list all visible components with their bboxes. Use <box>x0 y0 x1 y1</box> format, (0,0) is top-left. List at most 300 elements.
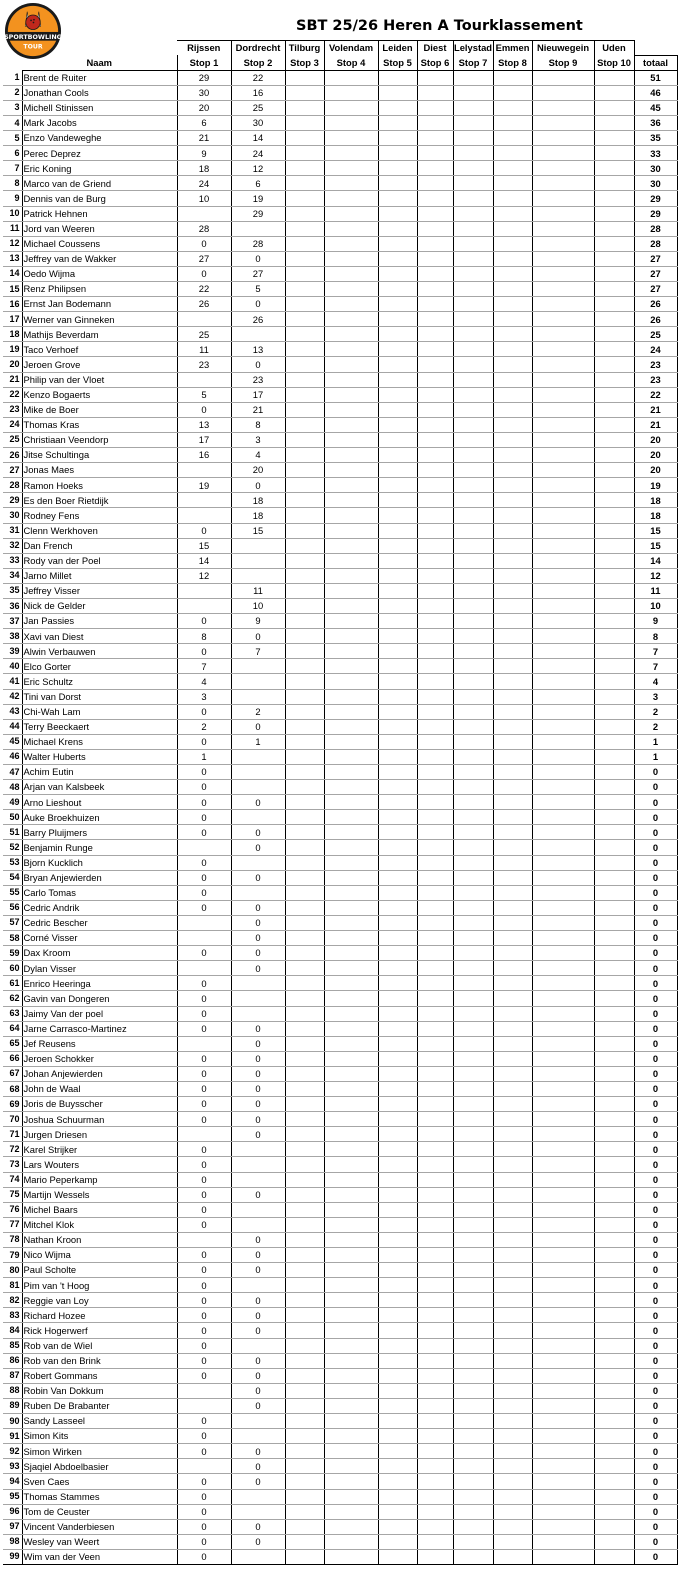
player-name-cell: Dax Kroom <box>22 946 177 961</box>
stop-9-score <box>532 704 594 719</box>
stop-9-score <box>532 1263 594 1278</box>
total-score: 0 <box>634 1414 677 1429</box>
stop-2-score: 29 <box>231 206 285 221</box>
stop-3-score <box>285 357 324 372</box>
table-row <box>3 1202 677 1217</box>
table-row <box>3 1398 677 1413</box>
stop-2-score: 18 <box>231 508 285 523</box>
stop-5-score <box>378 1006 417 1021</box>
stop-10-score <box>594 1474 634 1489</box>
stop-7-score <box>453 493 493 508</box>
stop-3-score <box>285 1036 324 1051</box>
stop-10-score <box>594 1549 634 1564</box>
stop-5-score <box>378 583 417 598</box>
table-row <box>3 357 677 372</box>
stop-7-score <box>453 1097 493 1112</box>
total-score: 7 <box>634 659 677 674</box>
stop-4-score <box>324 1323 378 1338</box>
stop-3-score <box>285 568 324 583</box>
stop-10-score <box>594 976 634 991</box>
player-name-cell: John de Waal <box>22 1081 177 1096</box>
stop-10-score <box>594 236 634 251</box>
stop-1-score <box>177 1232 231 1247</box>
stop-1-score: 19 <box>177 478 231 493</box>
stop-8-score <box>493 1444 532 1459</box>
stop-2-score: 0 <box>231 1308 285 1323</box>
stop-10-score <box>594 146 634 161</box>
stop-10-score <box>594 870 634 885</box>
stop-9-score <box>532 1021 594 1036</box>
stop-3-score <box>285 1519 324 1534</box>
stop-6-score <box>417 357 453 372</box>
stop-9-score <box>532 312 594 327</box>
stop-7-score <box>453 1474 493 1489</box>
rank-cell: 97 <box>3 1519 22 1534</box>
stop-8-score <box>493 191 532 206</box>
table-row <box>3 1217 677 1232</box>
stop-8-score <box>493 734 532 749</box>
total-column-header: totaal <box>634 55 677 70</box>
stop-7-score <box>453 282 493 297</box>
total-score: 0 <box>634 1127 677 1142</box>
stop-6-score <box>417 915 453 930</box>
stop-6-score <box>417 1097 453 1112</box>
stop-5-score <box>378 568 417 583</box>
stop-5-score <box>378 538 417 553</box>
standings-table-wrapper <box>3 40 678 1565</box>
stop-4-score <box>324 70 378 85</box>
stop-4-score <box>324 1127 378 1142</box>
stop-5-score <box>378 85 417 100</box>
stop-1-score: 8 <box>177 629 231 644</box>
total-score: 0 <box>634 1021 677 1036</box>
stop-7-score <box>453 191 493 206</box>
stop-2-score: 9 <box>231 614 285 629</box>
stop-8-score <box>493 1278 532 1293</box>
stop-7-score <box>453 523 493 538</box>
venue-volendam: Volendam <box>324 41 378 56</box>
stop-2-score <box>231 221 285 236</box>
stop-8-score <box>493 1534 532 1549</box>
stop-2-score: 3 <box>231 432 285 447</box>
stop-10-score <box>594 991 634 1006</box>
stop-4-score <box>324 1414 378 1429</box>
stop-2-score: 22 <box>231 70 285 85</box>
stop-8-score <box>493 1097 532 1112</box>
stop-1-score: 17 <box>177 432 231 447</box>
stop-4-score <box>324 674 378 689</box>
stop-3-score <box>285 1429 324 1444</box>
table-row <box>3 146 677 161</box>
stop-10-score <box>594 1142 634 1157</box>
stop-9-score <box>532 176 594 191</box>
rank-cell: 12 <box>3 236 22 251</box>
player-name-cell: Patrick Hehnen <box>22 206 177 221</box>
rank-cell: 4 <box>3 115 22 130</box>
total-score: 0 <box>634 1248 677 1263</box>
rank-cell: 27 <box>3 463 22 478</box>
stop-1-score <box>177 931 231 946</box>
stop-2-score <box>231 1006 285 1021</box>
stop-2-score: 0 <box>231 1248 285 1263</box>
stop-3-score <box>285 1459 324 1474</box>
stop-3-score <box>285 644 324 659</box>
stop-9-score <box>532 553 594 568</box>
stop-8-score <box>493 1293 532 1308</box>
rank-cell: 88 <box>3 1383 22 1398</box>
stop-9-score <box>532 1489 594 1504</box>
stop-9-score <box>532 946 594 961</box>
stop-8-score <box>493 704 532 719</box>
stop-10-score <box>594 1504 634 1519</box>
stop-6-score <box>417 1112 453 1127</box>
player-name-cell: Karel Strijker <box>22 1142 177 1157</box>
rank-cell: 67 <box>3 1066 22 1081</box>
stop-3-score <box>285 85 324 100</box>
stop-5-score <box>378 1398 417 1413</box>
rank-cell: 93 <box>3 1459 22 1474</box>
stop-1-score: 0 <box>177 1444 231 1459</box>
stop-7-score <box>453 1323 493 1338</box>
stop-6-score <box>417 221 453 236</box>
stop-4-score <box>324 719 378 734</box>
total-score: 0 <box>634 810 677 825</box>
total-score: 27 <box>634 266 677 281</box>
total-score: 0 <box>634 961 677 976</box>
stop-10-score <box>594 885 634 900</box>
table-row <box>3 1278 677 1293</box>
table-row <box>3 448 677 463</box>
rank-cell: 72 <box>3 1142 22 1157</box>
stop-5-score <box>378 1353 417 1368</box>
stop-5-score <box>378 825 417 840</box>
total-score: 0 <box>634 825 677 840</box>
stop-4-score <box>324 478 378 493</box>
stop-9-score <box>532 689 594 704</box>
stop-1-score <box>177 493 231 508</box>
stop-4-score <box>324 1066 378 1081</box>
stop-7-score <box>453 976 493 991</box>
stop-1-score: 0 <box>177 1187 231 1202</box>
stop-3-score <box>285 417 324 432</box>
stop-10-score <box>594 946 634 961</box>
stop-5-score <box>378 463 417 478</box>
table-row <box>3 538 677 553</box>
rank-cell: 54 <box>3 870 22 885</box>
stop-8-score <box>493 523 532 538</box>
total-score: 30 <box>634 161 677 176</box>
stop-5-score <box>378 946 417 961</box>
stop-5-score <box>378 644 417 659</box>
table-row <box>3 1263 677 1278</box>
total-score: 0 <box>634 795 677 810</box>
stop-6-score <box>417 448 453 463</box>
stop-8-score <box>493 1172 532 1187</box>
stop-3-score <box>285 1293 324 1308</box>
player-name-cell: Thomas Stammes <box>22 1489 177 1504</box>
stop-6-score <box>417 704 453 719</box>
stop-10-score <box>594 1051 634 1066</box>
stop-3-score <box>285 840 324 855</box>
stop-7-score <box>453 1036 493 1051</box>
total-score: 20 <box>634 463 677 478</box>
stop-7-score <box>453 1278 493 1293</box>
stop-2-score: 7 <box>231 644 285 659</box>
total-score: 22 <box>634 387 677 402</box>
player-name-cell: Wesley van Weert <box>22 1534 177 1549</box>
stop-2-score: 21 <box>231 402 285 417</box>
stop-9-score <box>532 598 594 613</box>
stop-8-score <box>493 1036 532 1051</box>
stop-1-score: 29 <box>177 70 231 85</box>
rank-cell: 46 <box>3 749 22 764</box>
stop-10-score <box>594 1368 634 1383</box>
player-name-cell: Bryan Anjewierden <box>22 870 177 885</box>
table-row <box>3 795 677 810</box>
stop-7-score <box>453 538 493 553</box>
stop-8-score <box>493 402 532 417</box>
stop-8-score <box>493 297 532 312</box>
total-score: 15 <box>634 538 677 553</box>
stop-5-score <box>378 372 417 387</box>
stop-7-score <box>453 1353 493 1368</box>
total-score: 0 <box>634 1112 677 1127</box>
rank-cell: 3 <box>3 100 22 115</box>
total-score: 0 <box>634 1459 677 1474</box>
stop-3-score <box>285 780 324 795</box>
stop-2-score <box>231 327 285 342</box>
player-name-cell: Jitse Schultinga <box>22 448 177 463</box>
stop-7-score <box>453 100 493 115</box>
stop-10-score <box>594 1036 634 1051</box>
stop-1-score <box>177 1127 231 1142</box>
stop-5-score <box>378 1021 417 1036</box>
stop-3-score <box>285 221 324 236</box>
stop-10-score <box>594 387 634 402</box>
stop-1-score: 11 <box>177 342 231 357</box>
stop-2-score: 25 <box>231 100 285 115</box>
stop-4-score <box>324 1444 378 1459</box>
stop-8-score <box>493 146 532 161</box>
stop-10-score <box>594 840 634 855</box>
stop-5-score <box>378 297 417 312</box>
stop-10-score <box>594 915 634 930</box>
stop-9-score <box>532 1444 594 1459</box>
stop-7-score <box>453 568 493 583</box>
stop-3-score <box>285 961 324 976</box>
stop-6-score <box>417 523 453 538</box>
stop-1-score <box>177 1398 231 1413</box>
stop-2-score <box>231 1202 285 1217</box>
stop-6-score <box>417 1429 453 1444</box>
table-row <box>3 765 677 780</box>
stop-6-score <box>417 583 453 598</box>
page-title: SBT 25/26 Heren A Tourklassement <box>296 18 583 34</box>
stop-1-score: 0 <box>177 1534 231 1549</box>
table-row <box>3 1097 677 1112</box>
player-name-cell: Robert Gommans <box>22 1368 177 1383</box>
table-row <box>3 417 677 432</box>
stop-1-score: 0 <box>177 1248 231 1263</box>
stop-8-score <box>493 1383 532 1398</box>
rank-cell: 13 <box>3 251 22 266</box>
total-score: 0 <box>634 900 677 915</box>
stop-1-score: 14 <box>177 553 231 568</box>
stop-3-score <box>285 282 324 297</box>
stop-9-score <box>532 1429 594 1444</box>
rank-cell: 87 <box>3 1368 22 1383</box>
stop-10-score <box>594 402 634 417</box>
stop-8-score <box>493 855 532 870</box>
stop-1-score: 0 <box>177 1323 231 1338</box>
stop-2-score: 17 <box>231 387 285 402</box>
stop-9-score <box>532 734 594 749</box>
stop-8-score <box>493 266 532 281</box>
stop-9-score <box>532 478 594 493</box>
stop-6-score <box>417 1036 453 1051</box>
stop-6-score <box>417 674 453 689</box>
stop-8-score <box>493 583 532 598</box>
stop-8-score <box>493 221 532 236</box>
player-name-cell: Arjan van Kalsbeek <box>22 780 177 795</box>
stop-2-score <box>231 1414 285 1429</box>
logo-text-bottom: TOUR <box>23 43 43 51</box>
stop-5-score <box>378 176 417 191</box>
stop-5-score <box>378 1368 417 1383</box>
stop-1-score: 0 <box>177 1293 231 1308</box>
stop-4-score <box>324 553 378 568</box>
stop-2-score: 0 <box>231 1021 285 1036</box>
venue-header-row <box>3 41 677 56</box>
rank-cell: 82 <box>3 1293 22 1308</box>
table-row <box>3 115 677 130</box>
total-score: 15 <box>634 523 677 538</box>
stop-9-score <box>532 885 594 900</box>
total-score: 0 <box>634 1187 677 1202</box>
stop-1-score: 0 <box>177 870 231 885</box>
stop-8-score <box>493 1398 532 1413</box>
stop-7-score <box>453 1398 493 1413</box>
stop-9-score <box>532 1081 594 1096</box>
stop-6-score <box>417 553 453 568</box>
stop-3-score <box>285 1127 324 1142</box>
stop-3-score <box>285 372 324 387</box>
stop-2-score: 18 <box>231 493 285 508</box>
stop-8-score <box>493 236 532 251</box>
stop-4-score <box>324 915 378 930</box>
stop-10-score <box>594 1217 634 1232</box>
total-score: 0 <box>634 946 677 961</box>
stop-4-score <box>324 1489 378 1504</box>
stop-6-score <box>417 1172 453 1187</box>
player-name-cell: Pim van 't Hoog <box>22 1278 177 1293</box>
stop-2-score <box>231 1278 285 1293</box>
stop-1-score: 9 <box>177 146 231 161</box>
stop-9-score <box>532 1172 594 1187</box>
table-row <box>3 251 677 266</box>
stop-5-score <box>378 885 417 900</box>
player-name-cell: Jeffrey Visser <box>22 583 177 598</box>
stop-6-header: Stop 6 <box>417 55 453 70</box>
stop-2-score: 0 <box>231 1187 285 1202</box>
total-score: 25 <box>634 327 677 342</box>
rank-cell: 30 <box>3 508 22 523</box>
stop-6-score <box>417 1383 453 1398</box>
stop-6-score <box>417 1534 453 1549</box>
total-score: 20 <box>634 448 677 463</box>
stop-5-score <box>378 734 417 749</box>
total-score: 35 <box>634 131 677 146</box>
table-row <box>3 629 677 644</box>
stop-9-score <box>532 1368 594 1383</box>
stop-8-score <box>493 1157 532 1172</box>
table-row <box>3 493 677 508</box>
total-score: 0 <box>634 1232 677 1247</box>
stop-9-score <box>532 1278 594 1293</box>
stop-9-score <box>532 1398 594 1413</box>
stop-2-score: 0 <box>231 1081 285 1096</box>
player-name-cell: Oedo Wijma <box>22 266 177 281</box>
player-name-cell: Joshua Schuurman <box>22 1112 177 1127</box>
stop-2-score: 0 <box>231 1127 285 1142</box>
stop-4-score <box>324 1202 378 1217</box>
stop-8-score <box>493 1459 532 1474</box>
rank-cell: 63 <box>3 1006 22 1021</box>
stop-7-score <box>453 1187 493 1202</box>
stop-1-score: 21 <box>177 131 231 146</box>
stop-9-score <box>532 961 594 976</box>
stop-2-score <box>231 1504 285 1519</box>
stop-6-score <box>417 1519 453 1534</box>
stop-5-score <box>378 704 417 719</box>
stop-8-score <box>493 417 532 432</box>
stop-10-score <box>594 463 634 478</box>
stop-1-score: 0 <box>177 1278 231 1293</box>
table-row <box>3 900 677 915</box>
stop-7-score <box>453 357 493 372</box>
stop-2-score: 0 <box>231 946 285 961</box>
rank-cell: 10 <box>3 206 22 221</box>
total-score: 18 <box>634 493 677 508</box>
stop-4-score <box>324 1474 378 1489</box>
stop-3-score <box>285 266 324 281</box>
stop-7-score <box>453 1519 493 1534</box>
stop-7-score <box>453 1157 493 1172</box>
stop-5-score <box>378 1036 417 1051</box>
stop-3-score <box>285 1323 324 1338</box>
stop-2-score <box>231 780 285 795</box>
stop-1-score: 12 <box>177 568 231 583</box>
table-row <box>3 131 677 146</box>
total-score: 3 <box>634 689 677 704</box>
rank-cell: 70 <box>3 1112 22 1127</box>
stop-5-score <box>378 448 417 463</box>
stop-3-score <box>285 493 324 508</box>
player-name-cell: Michell Stinissen <box>22 100 177 115</box>
rank-cell: 78 <box>3 1232 22 1247</box>
stop-6-score <box>417 508 453 523</box>
stop-2-score <box>231 810 285 825</box>
stop-5-score <box>378 236 417 251</box>
stop-6-score <box>417 131 453 146</box>
stop-7-score <box>453 1021 493 1036</box>
stop-6-score <box>417 1066 453 1081</box>
table-row <box>3 1534 677 1549</box>
stop-1-score: 18 <box>177 161 231 176</box>
stop-8-score <box>493 1127 532 1142</box>
stop-3-score <box>285 478 324 493</box>
stop-1-score: 0 <box>177 1504 231 1519</box>
